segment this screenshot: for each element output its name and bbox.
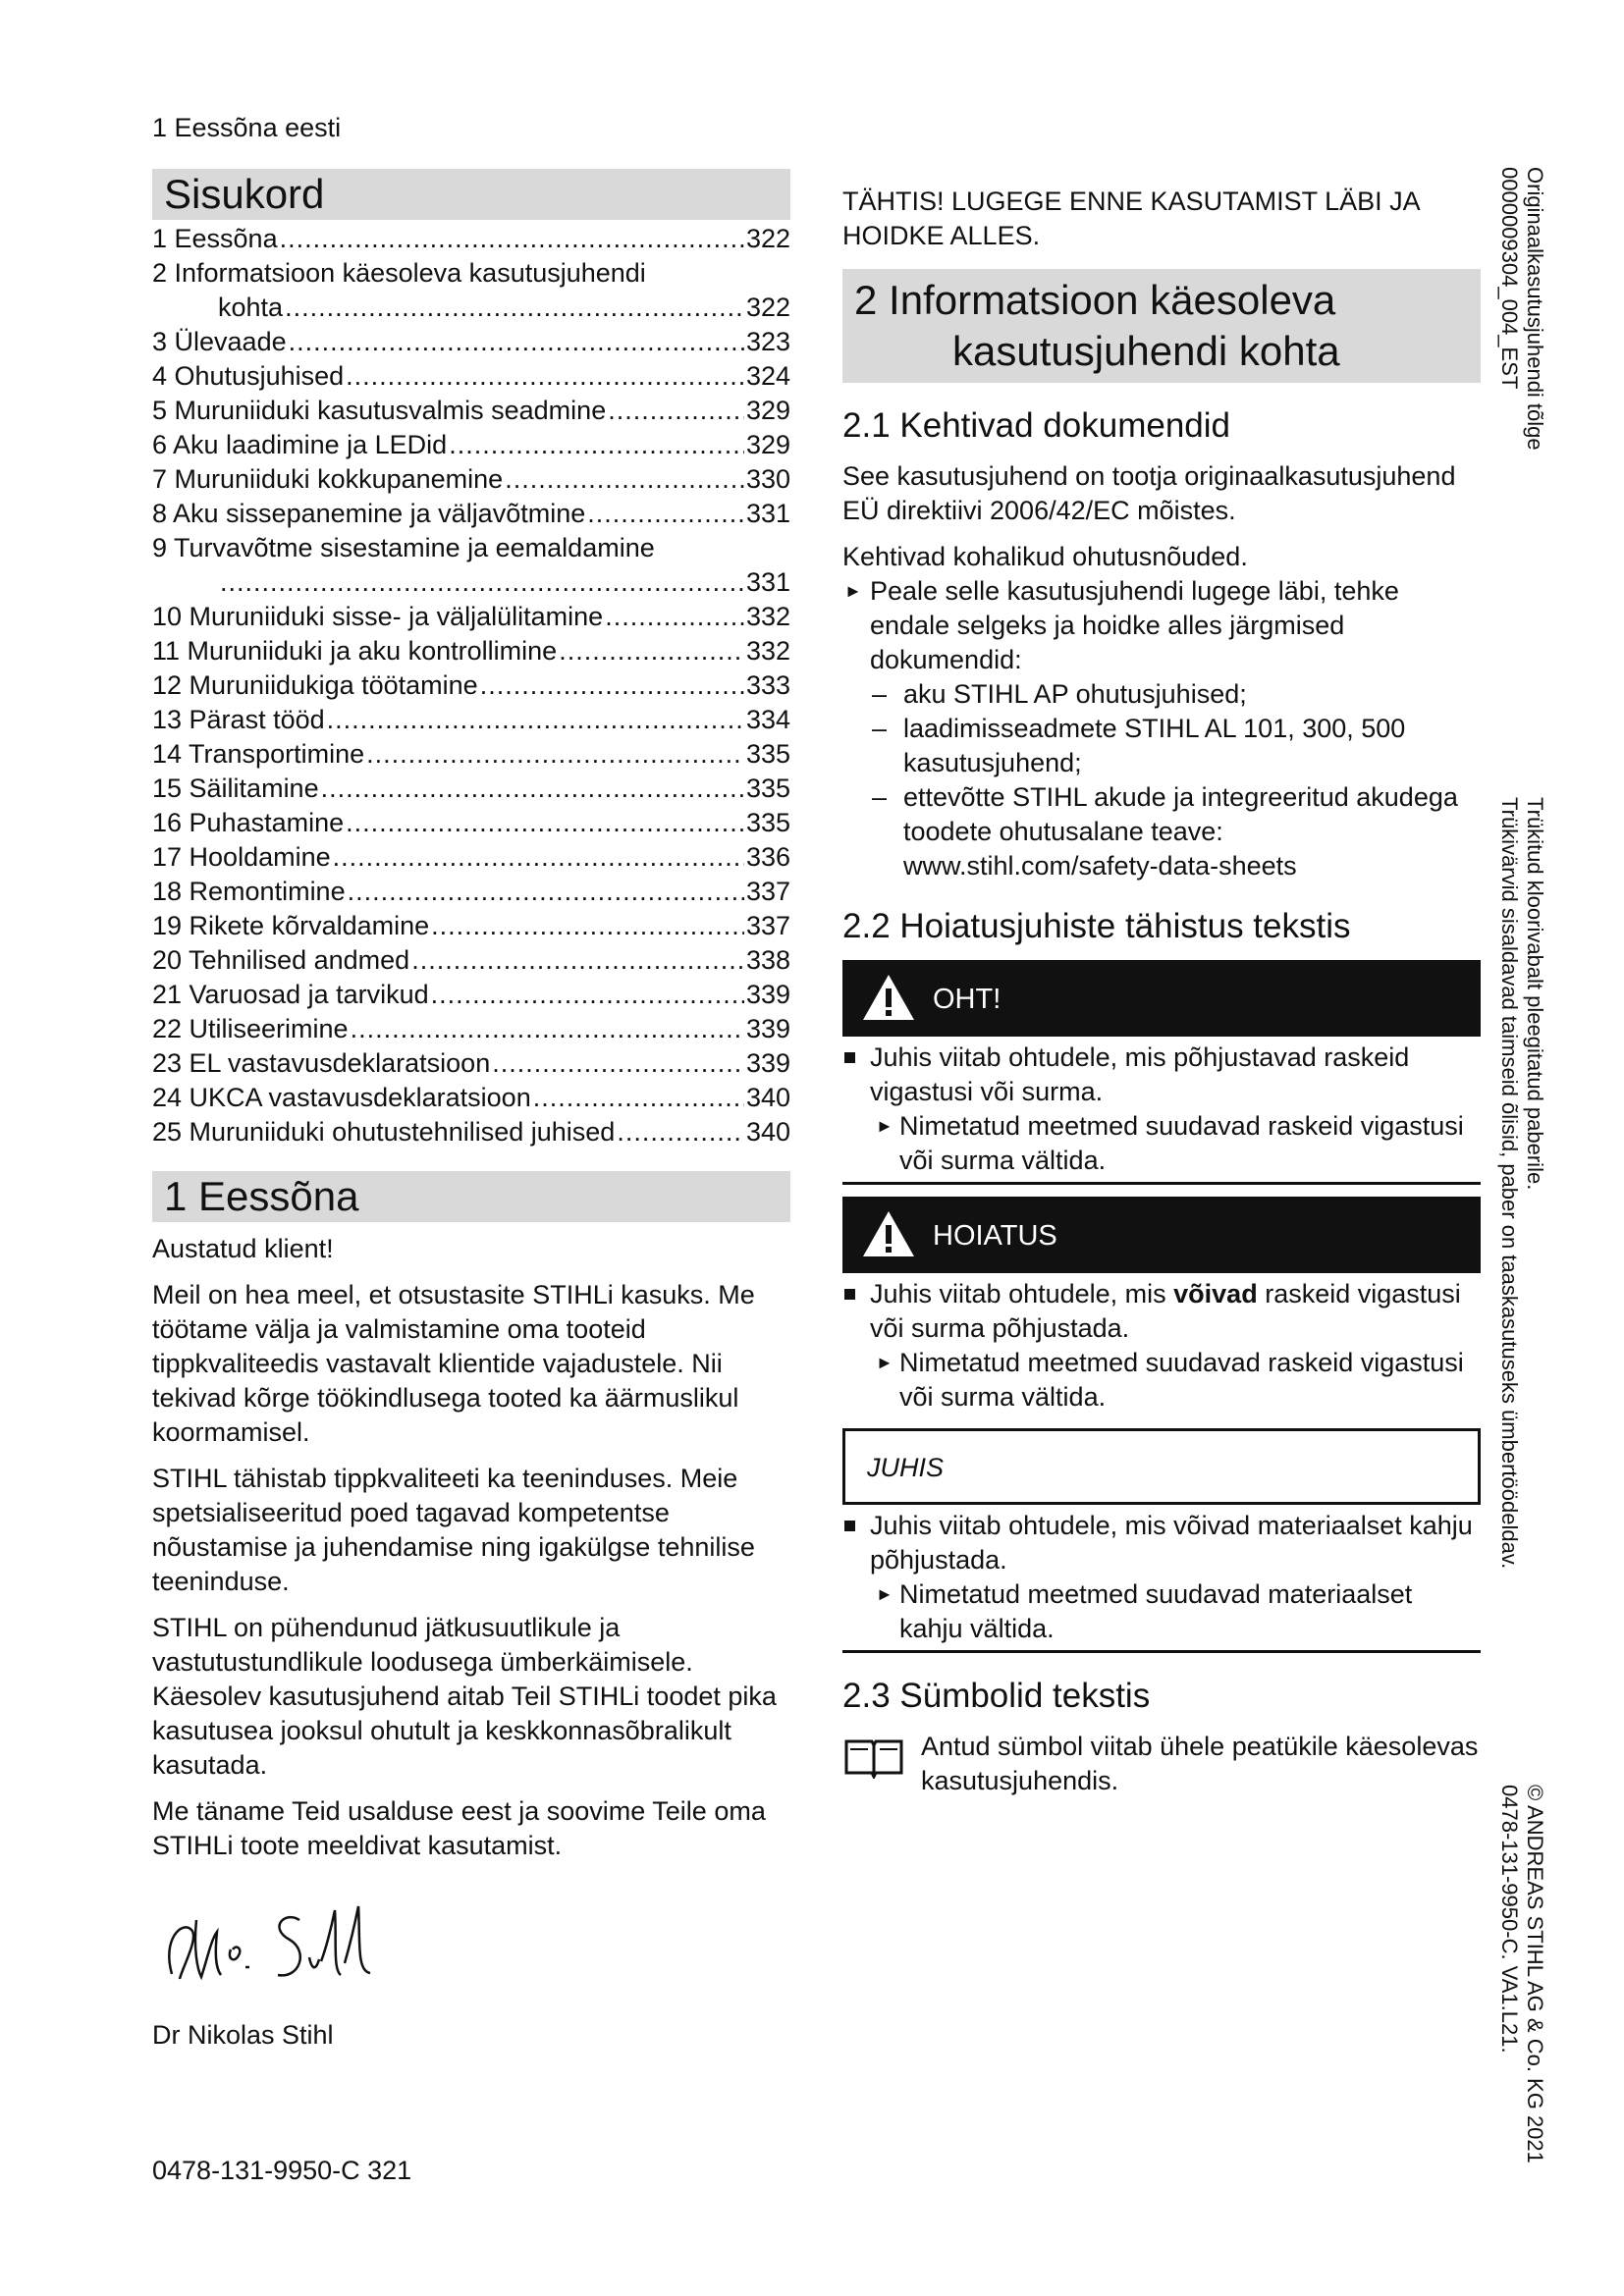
toc-leader-dots xyxy=(346,806,744,840)
toc-item-title: 19 Rikete kõrvaldamine xyxy=(152,911,430,940)
toc-item-page: 330 xyxy=(745,464,790,494)
toc-item-page: 338 xyxy=(745,945,790,975)
warning-label: HOIATUS xyxy=(933,1220,1057,1252)
foreword-paragraph-3: STIHL on pühendunud jätkusuutlikule ja vastutustundlikule loodusega ümberkäimisele. Käesolev kasutusjuhend aitab Teil STIHLi toodet pika kasutusea jooksul ohutult ja keskkonnasõbralikult kasutada. xyxy=(152,1613,777,1780)
warning-triangle-icon xyxy=(860,1208,917,1268)
toc-item[interactable] xyxy=(152,806,790,840)
greeting: Austatud klient! xyxy=(152,1234,334,1263)
danger-measure xyxy=(842,1109,1481,1178)
toc-leader-dots xyxy=(431,909,744,943)
left-column xyxy=(152,169,790,2064)
toc-leader-dots xyxy=(366,737,744,772)
s21-paragraph-2: Kehtivad kohalikud ohutusnõuded. xyxy=(842,542,1248,571)
page-footer: 0478-131-9950-C 321 xyxy=(152,2156,412,2185)
section-2-3-title: 2.3 Sümbolid tekstis xyxy=(842,1677,1151,1715)
margin-copyright-line-2: 0478-131-9950-C. VA1.L21. xyxy=(1497,1785,1522,2054)
toc-item-page: 329 xyxy=(745,430,790,459)
toc-item-title: 12 Muruniidukiga töötamine xyxy=(152,670,478,700)
margin-print-note xyxy=(1496,797,1547,1569)
toc-item-page: 337 xyxy=(745,911,790,940)
toc-item-title: 5 Muruniiduki kasutusvalmis seadmine xyxy=(152,396,607,425)
toc-item-page: 322 xyxy=(745,224,790,253)
section-2-1-title: 2.1 Kehtivad dokumendid xyxy=(842,406,1230,445)
toc-leader-dots xyxy=(411,943,744,978)
danger-text xyxy=(842,1041,1481,1109)
notice-label: JUHIS xyxy=(867,1453,945,1482)
toc-item-title: 14 Transportimine xyxy=(152,739,365,769)
toc-item-title: 3 Ülevaade xyxy=(152,327,287,356)
notice-text xyxy=(842,1509,1481,1577)
toc-item-page: 323 xyxy=(745,327,790,356)
warning-measure xyxy=(842,1346,1481,1415)
toc-item-title: 13 Pärast tööd xyxy=(152,705,325,734)
toc-leader-dots xyxy=(285,291,744,325)
signature-drawing xyxy=(152,1881,407,2008)
book-symbol-row xyxy=(842,1730,1481,1798)
toc-item-title: 24 UKCA vastavusdeklaratsioon xyxy=(152,1083,531,1112)
toc-leader-dots xyxy=(533,1081,744,1115)
section-2-title xyxy=(842,269,1481,383)
toc-item-page: 332 xyxy=(745,636,790,666)
margin-original-line-1: Originaalkasutusjuhendi tõlge xyxy=(1523,167,1547,451)
toc-item-page: 339 xyxy=(745,980,790,1009)
toc-item-page: 335 xyxy=(745,739,790,769)
danger-label: OHT! xyxy=(933,984,1001,1015)
toc-item[interactable] xyxy=(152,772,790,806)
toc-item[interactable] xyxy=(152,703,790,737)
warning-measure-text: Nimetatud meetmed suudavad raskeid vigastusi või surma vältida. xyxy=(899,1348,1464,1412)
toc-item-page: 339 xyxy=(745,1014,790,1043)
dash-icon: – xyxy=(872,714,888,743)
toc-item[interactable] xyxy=(152,428,790,462)
toc-leader-dots xyxy=(605,600,744,634)
toc-item-page: 334 xyxy=(745,705,790,734)
toc-leader-dots xyxy=(333,840,744,875)
margin-original-line-2: 0000009304_004_EST xyxy=(1497,167,1522,390)
toc-item[interactable] xyxy=(152,943,790,978)
margin-original-label xyxy=(1496,167,1547,451)
toc-item-page: 335 xyxy=(745,774,790,803)
dash-icon: – xyxy=(872,679,888,709)
toc-item-continuation[interactable] xyxy=(152,565,790,600)
s21-dash-text-2: laadimisseadmete STIHL AL 101, 300, 500 kasutusjuhend; xyxy=(903,714,1406,777)
toc-leader-dots xyxy=(346,359,744,394)
toc-item-title: 4 Ohutusjuhised xyxy=(152,361,345,391)
toc-item[interactable] xyxy=(152,600,790,634)
toc-item-title: 17 Hooldamine xyxy=(152,842,331,872)
toc-item-continuation[interactable] xyxy=(152,291,790,325)
toc-item[interactable] xyxy=(152,531,790,565)
toc-leader-dots xyxy=(431,978,744,1012)
toc-item-title: 10 Muruniiduki sisse- ja väljalülitamine xyxy=(152,602,604,631)
toc-item-title: 16 Puhastamine xyxy=(152,808,345,837)
toc-item[interactable] xyxy=(152,1081,790,1115)
signature xyxy=(152,1881,790,2008)
toc-item-title: 7 Muruniiduki kokkupanemine xyxy=(152,464,504,494)
section-2-title-line-2: kasutusjuhendi kohta xyxy=(952,328,1340,374)
toc-leader-dots xyxy=(351,1012,744,1046)
foreword-paragraph-2: STIHL tähistab tippkvaliteeti ka teeninduses. Meie spetsialiseeritud poed tagavad kompetentse nõustamise ja juhendamise ning igakülgse tehnilise teeninduse. xyxy=(152,1464,755,1596)
toc-item-title: 18 Remontimine xyxy=(152,877,346,906)
toc-item-title: 15 Säilitamine xyxy=(152,774,319,803)
warning-text-emphasis: võivad xyxy=(1173,1279,1258,1308)
toc-item-title: 25 Muruniiduki ohutustehnilised juhised xyxy=(152,1117,616,1147)
s21-dash-text-3: ettevõtte STIHL akude ja integreeritud akudega toodete ohutusalane teave: www.stihl.com/safety-data-sheets xyxy=(903,782,1458,881)
toc-leader-dots xyxy=(608,394,744,428)
danger-box xyxy=(842,960,1481,1037)
margin-print-line-1: Trükitud kloorivabalt pleegitatud paberile. xyxy=(1523,797,1547,1191)
toc-item[interactable] xyxy=(152,325,790,359)
margin-print-line-2: Trükivärvid sisaldavad taimseid õlisid, paber on taaskasutuseks ümbertöödeldav. xyxy=(1497,797,1522,1570)
toc-leader-dots xyxy=(617,1115,744,1149)
toc-item[interactable] xyxy=(152,840,790,875)
section-2-2-title: 2.2 Hoiatusjuhiste tähistus tekstis xyxy=(842,907,1351,945)
square-bullet-icon xyxy=(844,1289,855,1300)
warning-text-a: Juhis viitab ohtudele, mis xyxy=(870,1279,1174,1308)
toc-item[interactable] xyxy=(152,394,790,428)
toc-item-page: 335 xyxy=(745,808,790,837)
toc-leader-dots xyxy=(327,703,744,737)
toc-item[interactable] xyxy=(152,737,790,772)
book-icon xyxy=(842,1735,905,1788)
toc-item-title: 2 Informatsioon käesoleva kasutusjuhendi xyxy=(152,258,646,288)
toc-item-title: 21 Varuosad ja tarvikud xyxy=(152,980,429,1009)
foreword-paragraph-1: Meil on hea meel, et otsustasite STIHLi kasuks. Me töötame välja ja valmistamine oma tooteid tippkvaliteedis vastavalt klientide vajadustele. Nii tekivad kõrge töökindlusega tooted ka äärmuslikul koormamisel. xyxy=(152,1280,755,1447)
s21-dash-item-1 xyxy=(842,677,1481,712)
toc-item[interactable] xyxy=(152,1115,790,1149)
notice-box xyxy=(842,1428,1481,1505)
toc-item-title: 6 Aku laadimine ja LEDid xyxy=(152,430,448,459)
s21-bullet xyxy=(842,574,1481,677)
toc-item[interactable] xyxy=(152,634,790,668)
toc-item-title: 23 EL vastavusdeklaratsioon xyxy=(152,1048,491,1078)
toc-item-title: 9 Turvavõtme sisestamine ja eemaldamine xyxy=(152,533,655,562)
s21-paragraph-1: See kasutusjuhend on tootja originaalkasutusjuhend EÜ direktiivi 2006/42/EC mõistes. xyxy=(842,461,1456,525)
toc-item[interactable] xyxy=(152,668,790,703)
foreword-paragraph-4: Me täname Teid usalduse eest ja soovime Teile oma STIHLi toote meeldivat kasutamist. xyxy=(152,1796,766,1860)
toc-item-page: 331 xyxy=(745,567,790,597)
book-symbol-text: Antud sümbol viitab ühele peatükile käesolevas kasutusjuhendis. xyxy=(921,1732,1479,1795)
toc-item-page: 340 xyxy=(745,1117,790,1147)
divider xyxy=(842,1182,1481,1185)
s21-dash-item-2 xyxy=(842,712,1481,780)
toc-item[interactable] xyxy=(152,1012,790,1046)
warning-text xyxy=(842,1277,1481,1346)
toc-leader-dots xyxy=(505,462,744,497)
right-column xyxy=(842,185,1481,1798)
toc-item-page: 329 xyxy=(745,396,790,425)
toc-item-title: 8 Aku sissepanemine ja väljavõtmine xyxy=(152,499,586,528)
notice-text-content: Juhis viitab ohtudele, mis võivad materiaalset kahju põhjustada. xyxy=(870,1511,1473,1575)
triangle-bullet-icon: ► xyxy=(876,1353,893,1372)
toc-item-page: 322 xyxy=(745,293,790,322)
toc-leader-dots xyxy=(348,875,744,909)
divider xyxy=(842,1650,1481,1653)
toc-leader-dots xyxy=(280,222,744,256)
running-header: 1 Eessõna eesti xyxy=(152,113,342,142)
toc-item-page: 331 xyxy=(745,499,790,528)
toc-item-title: 20 Tehnilised andmed xyxy=(152,945,410,975)
toc-leader-dots xyxy=(480,668,744,703)
toc-leader-dots xyxy=(587,497,744,531)
warning-box xyxy=(842,1197,1481,1273)
toc-item-page: 332 xyxy=(745,602,790,631)
toc-item-page: 337 xyxy=(745,877,790,906)
toc-item-page: 336 xyxy=(745,842,790,872)
s21-dash-item-3 xyxy=(842,780,1481,883)
toc-item-page: 324 xyxy=(745,361,790,391)
triangle-bullet-icon: ► xyxy=(876,1116,893,1136)
toc-leader-dots xyxy=(289,325,744,359)
signer-name: Dr Nikolas Stihl xyxy=(152,2020,334,2050)
table-of-contents xyxy=(152,222,790,1149)
dash-icon: – xyxy=(872,782,888,812)
toc-leader-dots xyxy=(449,428,744,462)
toc-item[interactable] xyxy=(152,222,790,256)
triangle-bullet-icon: ► xyxy=(876,1584,893,1604)
danger-text-content: Juhis viitab ohtudele, mis põhjustavad raskeid vigastusi või surma. xyxy=(870,1042,1410,1106)
toc-item-title: 1 Eessõna xyxy=(152,224,278,253)
toc-item[interactable] xyxy=(152,909,790,943)
important-notice: TÄHTIS! LUGEGE ENNE KASUTAMIST LÄBI JA HOIDKE ALLES. xyxy=(842,187,1420,250)
toc-leader-dots xyxy=(321,772,744,806)
toc-item[interactable] xyxy=(152,1046,790,1081)
s21-bullet-text: Peale selle kasutusjuhendi lugege läbi, tehke endale selgeks ja hoidke alles järgmised dokumendid: xyxy=(870,576,1399,674)
toc-item-page: 333 xyxy=(745,670,790,700)
margin-copyright xyxy=(1496,1785,1547,2163)
toc-leader-dots xyxy=(492,1046,744,1081)
square-bullet-icon xyxy=(844,1521,855,1531)
danger-measure-text: Nimetatud meetmed suudavad raskeid vigastusi või surma vältida. xyxy=(899,1111,1464,1175)
toc-item[interactable] xyxy=(152,359,790,394)
toc-item-title-continuation: kohta xyxy=(218,293,284,322)
toc-item[interactable] xyxy=(152,978,790,1012)
toc-item[interactable] xyxy=(152,256,790,291)
s21-dash-text-1: aku STIHL AP ohutusjuhised; xyxy=(903,679,1247,709)
toc-item-title: 11 Muruniiduki ja aku kontrollimine xyxy=(152,636,558,666)
toc-leader-dots xyxy=(220,565,744,600)
square-bullet-icon xyxy=(844,1052,855,1063)
toc-item-title: 22 Utiliseerimine xyxy=(152,1014,349,1043)
section-1-title: 1 Eessõna xyxy=(152,1171,790,1222)
toc-leader-dots xyxy=(559,634,744,668)
toc-item[interactable] xyxy=(152,497,790,531)
toc-item[interactable] xyxy=(152,875,790,909)
toc-item-page: 339 xyxy=(745,1048,790,1078)
toc-item-page: 340 xyxy=(745,1083,790,1112)
notice-measure-text: Nimetatud meetmed suudavad materiaalset kahju vältida. xyxy=(899,1579,1413,1643)
triangle-bullet-icon: ► xyxy=(844,581,862,601)
section-2-title-line-1: 2 Informatsioon käesoleva xyxy=(854,277,1336,323)
margin-copyright-line-1: © ANDREAS STIHL AG & Co. KG 2021 xyxy=(1523,1785,1547,2163)
notice-measure xyxy=(842,1577,1481,1646)
toc-title: Sisukord xyxy=(152,169,790,220)
toc-item[interactable] xyxy=(152,462,790,497)
warning-text-c: raskeid vigastusi või surma põhjustada. xyxy=(870,1279,1461,1343)
warning-triangle-icon xyxy=(860,972,917,1032)
